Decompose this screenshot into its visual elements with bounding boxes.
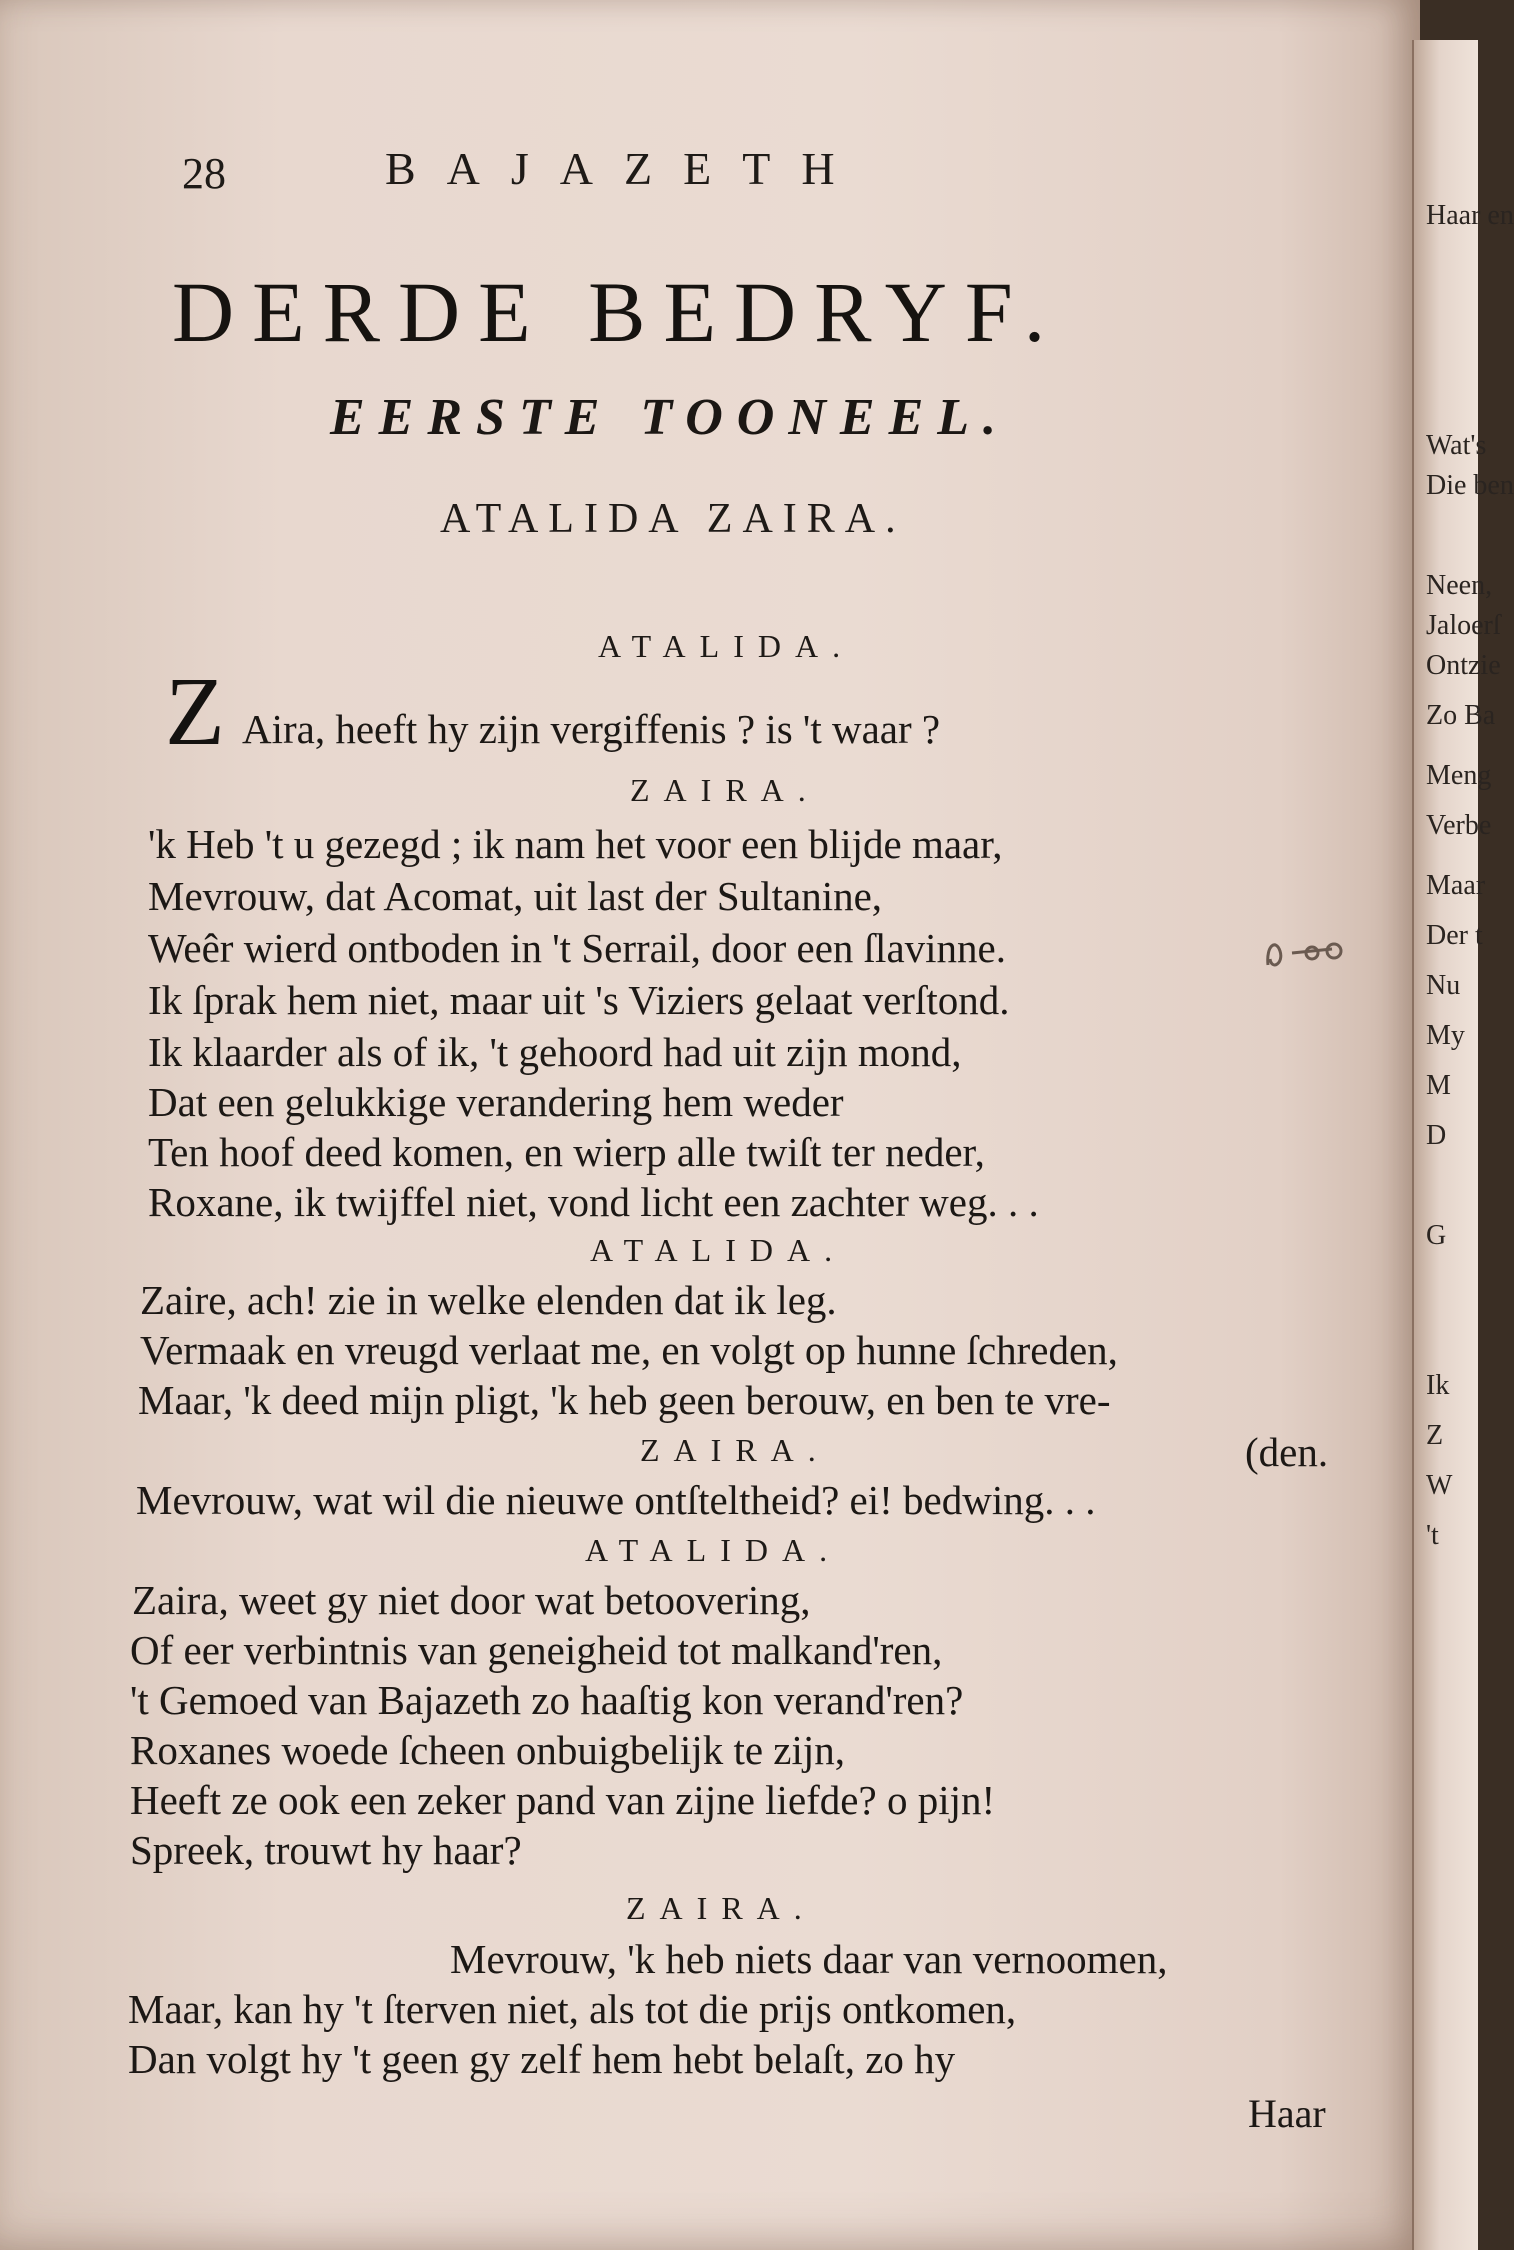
verse-line: Roxanes woede ſcheen onbuigbelijk te zijn, [130, 1727, 846, 1773]
verse-line: Weêr wierd ontboden in 't Serrail, door een ſlavinne. [148, 925, 1006, 971]
facing-fragment: Ik [1426, 1370, 1450, 1401]
verse-line: Roxane, ik twijffel niet, vond licht een zachter weg. . . [148, 1179, 1039, 1225]
facing-fragment: D [1426, 1120, 1447, 1151]
facing-fragment: Haar en [1426, 200, 1514, 231]
verse-line: Dat een gelukkige verandering hem weder [148, 1079, 844, 1125]
speaker-label: ATALIDA. [590, 1232, 847, 1268]
verse-line: Ten hoof deed komen, en wierp alle twiſt ter neder, [148, 1129, 985, 1175]
speaker-label: ATALIDA. [598, 628, 855, 664]
verse-line: Aira, heeft hy zijn vergiffenis ? is 't waar ? [242, 706, 941, 752]
facing-fragment: Verbe [1426, 810, 1492, 841]
facing-fragment: My [1426, 1020, 1465, 1051]
facing-fragment: Nu [1426, 970, 1461, 1001]
verse-line: Vermaak en vreugd verlaat me, en volgt op hunne ſchreden, [140, 1327, 1118, 1373]
facing-fragment: 't [1426, 1520, 1439, 1551]
facing-fragment: Der t [1426, 920, 1483, 951]
verse-line: Mevrouw, 'k heb niets daar van vernoomen, [450, 1936, 1168, 1982]
facing-fragment: Z [1426, 1420, 1444, 1451]
facing-fragment: Wat's [1426, 430, 1487, 461]
facing-fragment: Jaloerſ [1426, 610, 1501, 641]
handwritten-mark-icon [1262, 925, 1352, 985]
act-title: DERDE BEDRYF. [172, 264, 1064, 360]
verse-line: Maar, 'k deed mijn pligt, 'k heb geen berouw, en ben te vre- [138, 1377, 1111, 1423]
speaker-label: ATALIDA. [585, 1532, 842, 1568]
facing-fragment: Meng [1426, 760, 1492, 791]
verse-line: Zaira, weet gy niet door wat betoovering, [132, 1577, 811, 1623]
facing-fragment: G [1426, 1220, 1447, 1251]
facing-fragment: M [1426, 1070, 1451, 1101]
page-number: 28 [182, 149, 226, 198]
facing-fragment: Maar [1426, 870, 1486, 901]
cast-list: ATALIDA ZAIRA. [440, 496, 906, 542]
verse-line: Zaire, ach! zie in welke elenden dat ik leg. [140, 1277, 837, 1323]
verse-line: 't Gemoed van Bajazeth zo haaſtig kon verand'ren? [130, 1677, 964, 1723]
facing-fragment: Ontzie [1426, 650, 1501, 681]
speaker-label: ZAIRA. [630, 772, 820, 808]
verse-line: Dan volgt hy 't geen gy zelf hem hebt belaſt, zo hy [128, 2036, 956, 2082]
scene-title: EERSTE TOONEEL. [330, 389, 1011, 446]
verse-line: 'k Heb 't u gezegd ; ik nam het voor een blijde maar, [148, 821, 1003, 867]
catchword: Haar [1248, 2091, 1326, 2136]
facing-fragment: Neen, [1426, 570, 1493, 601]
facing-page-edge [1412, 40, 1514, 2250]
verse-line: Ik klaarder als of ik, 't gehoord had uit zijn mond, [148, 1029, 962, 1075]
running-title: BAJAZETH [385, 143, 866, 194]
facing-fragment: W [1426, 1470, 1453, 1501]
verse-line-turnover: (den. [1245, 1429, 1329, 1475]
verse-line: Mevrouw, dat Acomat, uit last der Sultanine, [148, 873, 883, 919]
verse-line: Mevrouw, wat wil die nieuwe ontſteltheid? ei! bedwing. . . [136, 1477, 1096, 1523]
verse-line: Ik ſprak hem niet, maar uit 's Viziers gelaat verſtond. [148, 977, 1010, 1023]
verse-line: Of eer verbintnis van geneigheid tot malkand'ren, [130, 1627, 943, 1673]
speaker-label: ZAIRA. [626, 1890, 816, 1926]
facing-fragment: Die ben [1426, 470, 1514, 501]
speaker-label: ZAIRA. [640, 1432, 830, 1468]
verse-line: Maar, kan hy 't ſterven niet, als tot die prijs ontkomen, [128, 1986, 1017, 2032]
drop-cap: Z [165, 658, 225, 766]
verse-line: Spreek, trouwt hy haar? [130, 1827, 522, 1873]
facing-fragment: Zo Ba [1426, 700, 1496, 731]
verse-line: Heeft ze ook een zeker pand van zijne liefde? o pijn! [130, 1777, 996, 1823]
